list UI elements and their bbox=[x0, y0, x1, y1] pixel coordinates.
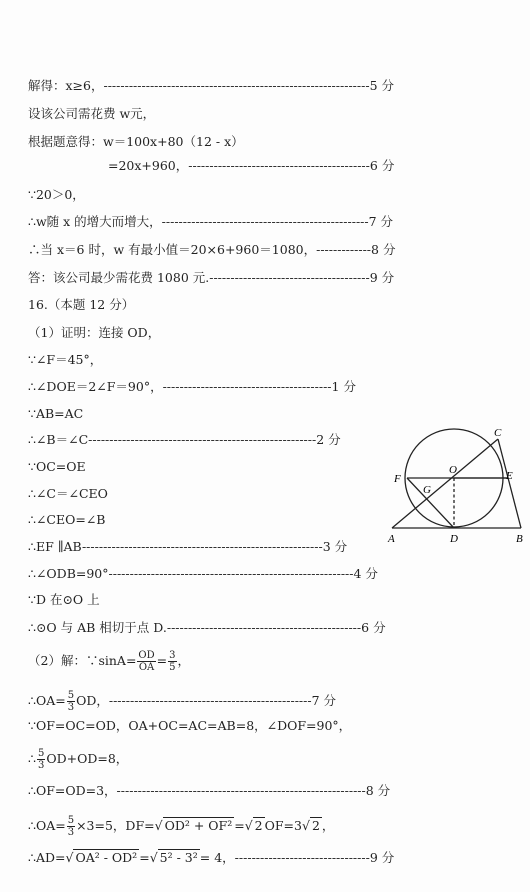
solution-line bbox=[28, 352, 102, 368]
radicand: 2 bbox=[254, 818, 263, 833]
solution-line bbox=[28, 690, 336, 713]
line-text: ∴∠DOE＝2∠F＝90°， bbox=[28, 379, 163, 394]
dash-leader: ------------- bbox=[316, 242, 372, 257]
dash-leader: ------------------------------------------------- bbox=[161, 214, 369, 229]
square-root bbox=[155, 817, 235, 833]
dash-leader: ---------------------------------------- bbox=[162, 379, 332, 394]
equals: = bbox=[156, 653, 168, 668]
solution-line bbox=[28, 748, 128, 771]
label-e: E bbox=[506, 470, 513, 482]
fraction-denominator: 3 bbox=[67, 702, 75, 713]
dash-leader: ------------------------------------------- bbox=[188, 158, 370, 173]
line-text: ∵D 在⊙O 上 bbox=[28, 592, 100, 607]
radicand: 2 bbox=[311, 818, 320, 833]
radical-sign: √ bbox=[244, 818, 253, 833]
solution-line bbox=[28, 650, 190, 673]
score-label: 6 分 bbox=[361, 620, 386, 635]
fraction bbox=[67, 815, 75, 838]
label-b: B bbox=[516, 533, 523, 545]
line-text: = bbox=[234, 818, 245, 833]
solution-line bbox=[28, 78, 394, 94]
dash-leader: ------------------------------------------------------ bbox=[88, 432, 317, 447]
solution-line bbox=[28, 620, 386, 636]
solution-line bbox=[108, 158, 394, 174]
fraction-denominator: 3 bbox=[37, 760, 45, 771]
score-label: 7 分 bbox=[368, 214, 394, 229]
radical-sign: √ bbox=[301, 818, 310, 833]
label-o: O bbox=[449, 464, 457, 476]
geometry-figure bbox=[380, 425, 530, 550]
line-text: ， bbox=[321, 818, 335, 833]
solution-line bbox=[28, 214, 393, 230]
fraction-denominator: 5 bbox=[169, 662, 176, 673]
line-text: 解得：x≥6， bbox=[28, 78, 104, 93]
line-text: 16.（本题 12 分） bbox=[28, 297, 135, 312]
fraction bbox=[37, 748, 45, 771]
dash-leader: --------------------------------------------------------------- bbox=[103, 78, 370, 93]
solution-line bbox=[28, 486, 108, 502]
solution-line bbox=[28, 187, 85, 203]
line-text: = bbox=[139, 850, 150, 865]
score-label: 5 分 bbox=[369, 78, 395, 93]
line-text: ∴ bbox=[28, 751, 36, 766]
line-text: 根据题意得：w＝100x+80（12 - x） bbox=[28, 134, 244, 149]
solution-line bbox=[28, 242, 395, 258]
solution-line bbox=[28, 459, 86, 475]
line-text: （2）解：∵sinA= bbox=[28, 653, 137, 668]
fraction-numerator: 3 bbox=[169, 650, 176, 661]
solution-line bbox=[28, 815, 334, 838]
square-root bbox=[150, 849, 200, 865]
line-text: ∴∠B＝∠C bbox=[28, 432, 89, 447]
score-label: 3 分 bbox=[322, 539, 348, 554]
line-text: OD+OD=8， bbox=[46, 751, 129, 766]
label-c: C bbox=[494, 427, 502, 439]
line-text: ∵∠F＝45°， bbox=[28, 352, 103, 367]
label-g: G bbox=[423, 484, 431, 496]
line-text: OF=3 bbox=[264, 818, 302, 833]
solution-line bbox=[28, 592, 100, 608]
solution-line bbox=[28, 512, 106, 528]
line-text: ∵20＞0， bbox=[28, 187, 85, 202]
line-text: 答：该公司最少需花费 1080 元. bbox=[28, 270, 210, 285]
solution-line bbox=[28, 134, 244, 150]
segment-ac bbox=[392, 439, 498, 528]
line-text: ∴∠C＝∠CEO bbox=[28, 486, 108, 501]
solution-line bbox=[28, 270, 394, 286]
line-text: ∴OF=OD=3， bbox=[28, 783, 117, 798]
fraction bbox=[168, 650, 176, 673]
line-text: ， bbox=[177, 653, 191, 668]
fraction-denominator: 3 bbox=[67, 827, 75, 838]
line-text: ∴OA= bbox=[28, 818, 66, 833]
line-text: 设该公司需花费 w元， bbox=[28, 106, 156, 121]
square-root bbox=[65, 849, 139, 865]
dash-leader: --------------------------------------------------------- bbox=[81, 539, 323, 554]
fraction-numerator: OD bbox=[138, 650, 155, 661]
label-a: A bbox=[388, 533, 395, 545]
score-label: 9 分 bbox=[369, 270, 395, 285]
fraction-denominator: OA bbox=[138, 662, 155, 673]
line-text: = 4， bbox=[199, 850, 235, 865]
solution-line bbox=[28, 432, 341, 448]
solution-line bbox=[28, 783, 390, 799]
score-label: 1 分 bbox=[331, 379, 356, 394]
line-text: ∵OF=OC=OD，OA+OC=AC=AB=8，∠DOF=90°， bbox=[28, 718, 352, 733]
line-text: ∴w随 x 的增大而增大， bbox=[28, 214, 162, 229]
radicand: OA² - OD² bbox=[75, 850, 138, 865]
dash-leader: ---------------------------------------------------------- bbox=[108, 566, 354, 581]
dash-leader: ------------------------------------------------ bbox=[108, 693, 312, 708]
solution-line bbox=[28, 566, 378, 582]
line-text: ∴当 x＝6 时，w 有最小值＝20×6+960＝1080， bbox=[28, 242, 317, 257]
line-text: ∴AD= bbox=[28, 850, 66, 865]
solution-line bbox=[28, 297, 134, 313]
line-text: OD， bbox=[76, 693, 109, 708]
label-d: D bbox=[450, 533, 458, 545]
solution-line bbox=[28, 406, 83, 422]
dash-leader: ----------------------------------------------------------- bbox=[116, 783, 366, 798]
fraction-numerator: 5 bbox=[37, 748, 45, 759]
line-text: =20x+960， bbox=[108, 158, 189, 173]
line-text: ∵AB=AC bbox=[28, 406, 84, 421]
score-label: 8 分 bbox=[365, 783, 391, 798]
square-root bbox=[245, 817, 265, 833]
line-text: （1）证明：连接 OD， bbox=[28, 325, 161, 340]
score-label: 2 分 bbox=[316, 432, 341, 447]
dash-leader: -------------------------------- bbox=[234, 850, 370, 865]
solution-line bbox=[28, 106, 155, 122]
radical-sign: √ bbox=[149, 850, 158, 865]
radical-sign: √ bbox=[154, 818, 163, 833]
dash-leader: -------------------------------------- bbox=[209, 270, 370, 285]
line-text: ∴EF ∥AB bbox=[28, 539, 82, 554]
score-label: 8 分 bbox=[371, 242, 396, 257]
label-f: F bbox=[394, 473, 401, 485]
solution-line bbox=[28, 718, 351, 734]
line-text: ∴∠ODB=90° bbox=[28, 566, 109, 581]
score-label: 6 分 bbox=[369, 158, 395, 173]
dash-leader: ---------------------------------------------- bbox=[166, 620, 362, 635]
line-text: ∴⊙O 与 AB 相切于点 D. bbox=[28, 620, 167, 635]
radicand: OD² + OF² bbox=[164, 818, 233, 833]
solution-line bbox=[28, 379, 356, 395]
fraction-numerator: 5 bbox=[67, 815, 75, 826]
solution-line bbox=[28, 850, 394, 866]
solution-line bbox=[28, 539, 347, 555]
line-text: ×3=5，DF= bbox=[76, 818, 155, 833]
line-text: ∴∠CEO=∠B bbox=[28, 512, 106, 527]
fraction bbox=[67, 690, 75, 713]
segment-bc bbox=[498, 439, 521, 528]
radicand: 5² - 3² bbox=[159, 850, 198, 865]
score-label: 4 分 bbox=[353, 566, 378, 581]
score-label: 7 分 bbox=[311, 693, 337, 708]
solution-line bbox=[28, 325, 160, 341]
fraction-numerator: 5 bbox=[67, 690, 75, 701]
radical-sign: √ bbox=[65, 850, 74, 865]
line-text: ∴OA= bbox=[28, 693, 66, 708]
score-label: 9 分 bbox=[369, 850, 395, 865]
fraction bbox=[137, 650, 155, 673]
square-root bbox=[302, 817, 322, 833]
line-text: ∵OC=OE bbox=[28, 459, 86, 474]
